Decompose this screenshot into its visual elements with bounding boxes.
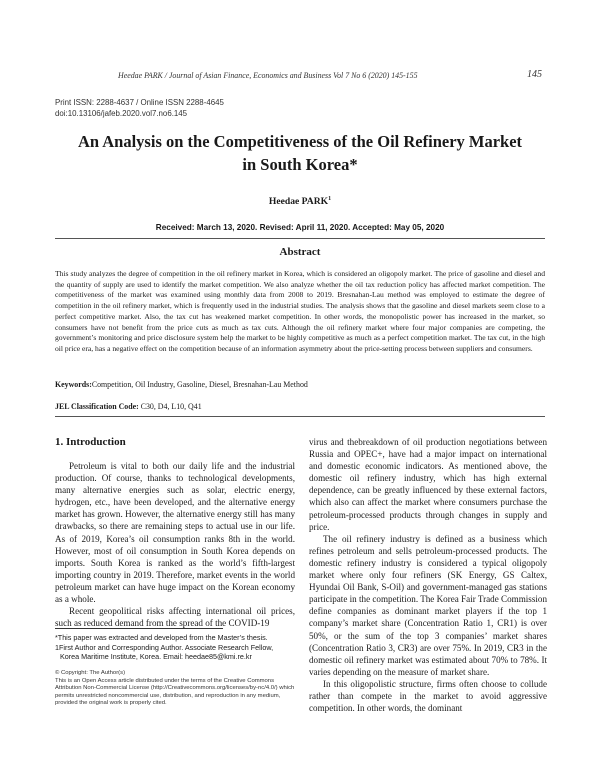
author (0, 196, 600, 207)
title-line-2: in South Korea* (242, 155, 358, 174)
intro-paragraph-1: Petroleum is vital to both our daily life and the industrial production. Of course, thanks to technological developments, many alternative energies such as solar, electric energy, hydrogen, etc., have been developed, and the alternative energy market has grown. However, the alternative energy still has many drawbacks, so there are remaining steps to actual use in our life. As of 2019, Korea’s oil consumption ranks 8th in the world. However, most of oil consumption in South Korea depends on imports. South Korea is ranked as the world’s fifth-largest importing country in 2019. Therefore, market events in the world petroleum market can have huge impact on the Korean economy as a whole. (55, 461, 295, 605)
footnote-rule (55, 628, 223, 629)
issn-block (55, 97, 224, 119)
copyright-block (55, 670, 295, 708)
right-column (309, 436, 547, 714)
intro-paragraph-3: The oil refinery industry is defined as a business which refines petroleum and sells petroleum-processed products. The domestic refinery industry is considered a typical oligopoly market where only four refiners (SK Energy, GS Caltex, Hyundai Oil Bank, S-Oil) and government-managed gas stations participate in the competition. The Korea Fair Trade Commission define companies as dominant market players if the top 1 company’s market share (Concentration Ratio 1, CR1) is over 50%, or the sum of the top 3 companies’ market shares (Concentration Ratio 3, CR3) are over 75%. In 2019, CR3 in the domestic oil refinery market was estimated about 70% to 78%. It varies depending on the measure of market share. (309, 533, 547, 677)
footnote-affiliation: Korea Maritime Institute, Korea. Email: heedae85@kmi.re.kr (60, 652, 252, 662)
divider-bottom (55, 416, 545, 417)
doi-line: doi:10.13106/jafeb.2020.vol7.no6.145 (55, 109, 188, 118)
received-dates: Received: March 13, 2020. Revised: April 11, 2020. Accepted: May 05, 2020 (155, 223, 445, 232)
copyright-line: © Copyright: The Author(s) (55, 670, 126, 676)
intro-paragraph-2: Recent geopolitical risks affecting international oil prices, such as reduced demand from the spread of the COVID-19 (55, 606, 295, 629)
keywords (55, 380, 545, 389)
author-name: Heedae PARK (268, 196, 329, 208)
author-affiliation-mark: 1 (328, 196, 332, 202)
jel-label: JEL Classification Code: (55, 402, 139, 411)
jel-codes (55, 402, 545, 411)
abstract-heading: Abstract (279, 246, 321, 258)
intro-paragraph-2-continued: virus and thebreakdown of oil production negotiations between Russia and OPEC+, have had a major impact on international and domestic economic indicators. As mentioned above, the domestic oil refinery industry, which has high external dependence, can be greatly influenced by these external factors, which also can affect the market where consumers purchase the petroleum-processed products through changes in supply and price. (309, 437, 547, 532)
running-head (0, 71, 600, 83)
running-head-text: Heedae PARK / Journal of Asian Finance, Economics and Business Vol 7 No 6 (2020) 145-155 (118, 71, 418, 80)
footnote-author: 1First Author and Corresponding Author. Associate Research Fellow, (55, 642, 274, 652)
paper-title (40, 130, 560, 176)
keywords-value: Competition, Oil Industry, Gasoline, Diesel, Bresnahan-Lau Method (91, 380, 308, 389)
title-line-1: An Analysis on the Competitiveness of the Oil Refinery Market (77, 132, 523, 151)
intro-paragraph-4: In this oligopolistic structure, firms often choose to collude rather than compete in the market to avoid aggressive competition. In other words, the dominant (309, 678, 547, 714)
license-text: This is an Open Access article distributed under the terms of the Creative Commons Attribution Non-Commercial License (http://Creativecommons.org/licenses/by-nc/4.0/) which permits unrestricted noncommercial use, distribution, and reproduction in any medium, provided the original work is properly cited. (55, 677, 295, 707)
keywords-label: Keywords: (55, 380, 92, 389)
left-column (55, 460, 295, 629)
abstract-text: This study analyzes the degree of competition in the oil refinery market in Korea, which is considered an oligopoly market. The price of gasoline and diesel and the quantity of supply are used to identify the market competition. We also analyze whether the oil tax reduction policy has affected market competition. The competitiveness of the market was examined using monthly data from 2008 to 2019. Bresnahan-Lau method was employed to estimate the degree of competition in the oil refinery market, which is frequently used in the industrial studies. The analysis shows that the gasoline and diesel markets seem close to a perfect competitive market. Also, the tax cut has weakened market competition. In other words, the monopolistic power has increased in the market, so consumers have not benefit from the price cuts as much as tax cuts. Although the oil refinery market where four major companies are competing, the government’s monitoring and price disclosure system help the market to be highly competitive as much as a perfect competition market. The tax cut, in the high oil price era, has a negative effect on the competition because of an information asymmetry about the price-setting process between suppliers and consumers. (55, 269, 545, 353)
section-heading-introduction: 1. Introduction (55, 436, 126, 448)
page-number: 145 (527, 69, 542, 80)
footnotes (55, 633, 295, 662)
issn-line: Print ISSN: 2288-4637 / Online ISSN 2288-4645 (55, 98, 224, 107)
footnote-thesis: *This paper was extracted and developed from the Master’s thesis. (55, 633, 268, 642)
jel-value: C30, D4, L10, Q41 (138, 402, 202, 411)
divider-top (55, 238, 545, 239)
